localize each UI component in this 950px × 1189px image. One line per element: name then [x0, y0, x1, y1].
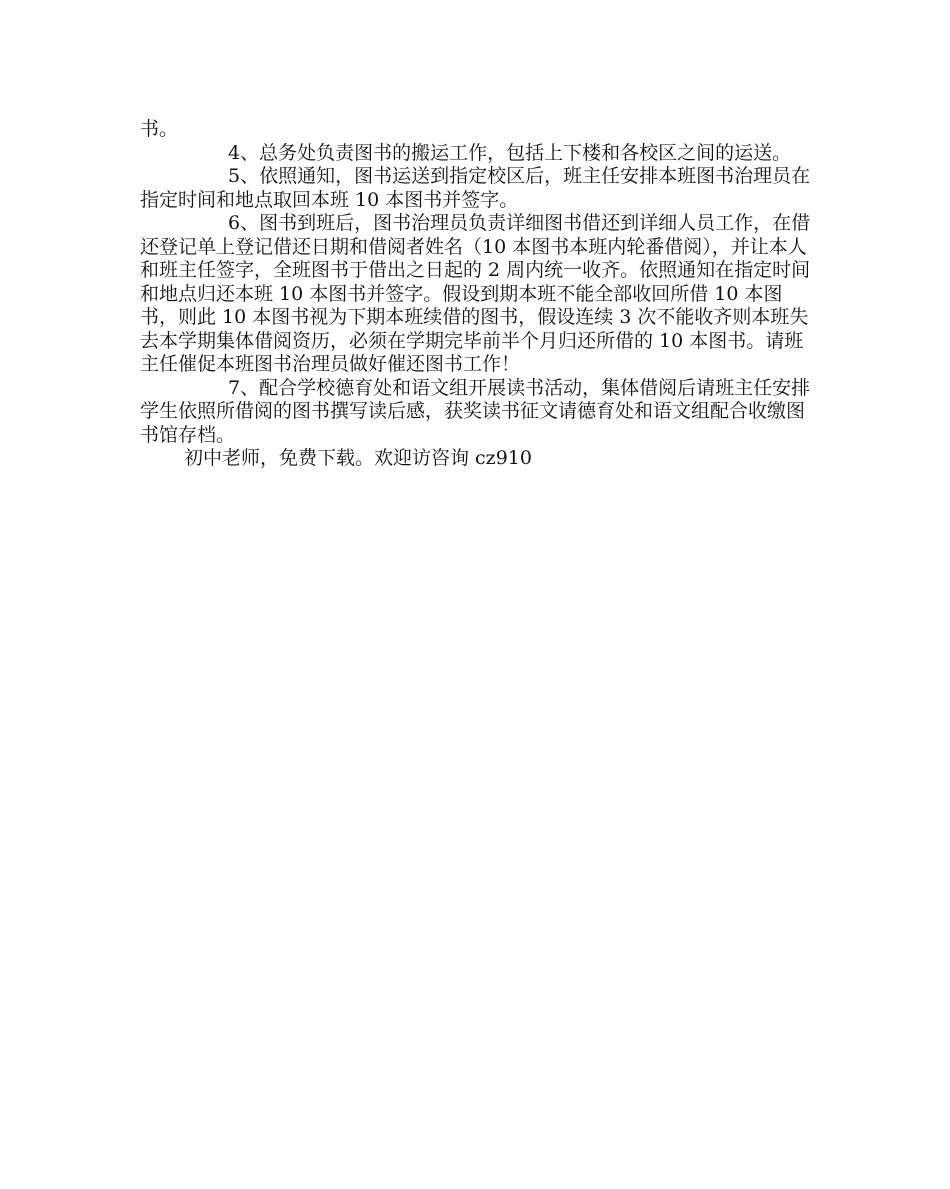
- paragraph-item-5: 5、依照通知，图书运送到指定校区后，班主任安排本班图书治理员在指定时间和地点取回本班 10 本图书并签字。: [140, 165, 811, 211]
- paragraph-item-4: 4、总务处负责图书的搬运工作，包括上下楼和各校区之间的运送。: [228, 141, 792, 164]
- footer-note: 初中老师，免费下载。欢迎访咨询 cz910: [184, 447, 532, 469]
- paragraph-item-6: 6、图书到班后，图书治理员负责详细图书借还到详细人员工作，在借还登记单上登记借还日期和借阅者姓名（10 本图书本班内轮番借阅），并让本人和班主任签字，全班图书于借出之日起的 2 周内统一收齐。依照通知在指定时间和地点归还本班 10 本图书并签字。假设到期本班不能全部收回所借 10 本图书，则此 10 本图书视为下期本班续借的图书，假设连续 3 次不能收齐则本班失去本学期集体借阅资历，必须在学期完毕前半个月归还所借的 10 本图书。请班主任催促本班图书治理员做好催还图书工作！: [140, 212, 811, 375]
- document-body: [140, 118, 820, 471]
- paragraph-item-7: 7、配合学校德育处和语文组开展读书活动，集体借阅后请班主任安排学生依照所借阅的图书撰写读后感，获奖读书征文请德育处和语文组配合收缴图书馆存档。: [140, 376, 811, 446]
- paragraph-continuation: 书。: [140, 118, 179, 140]
